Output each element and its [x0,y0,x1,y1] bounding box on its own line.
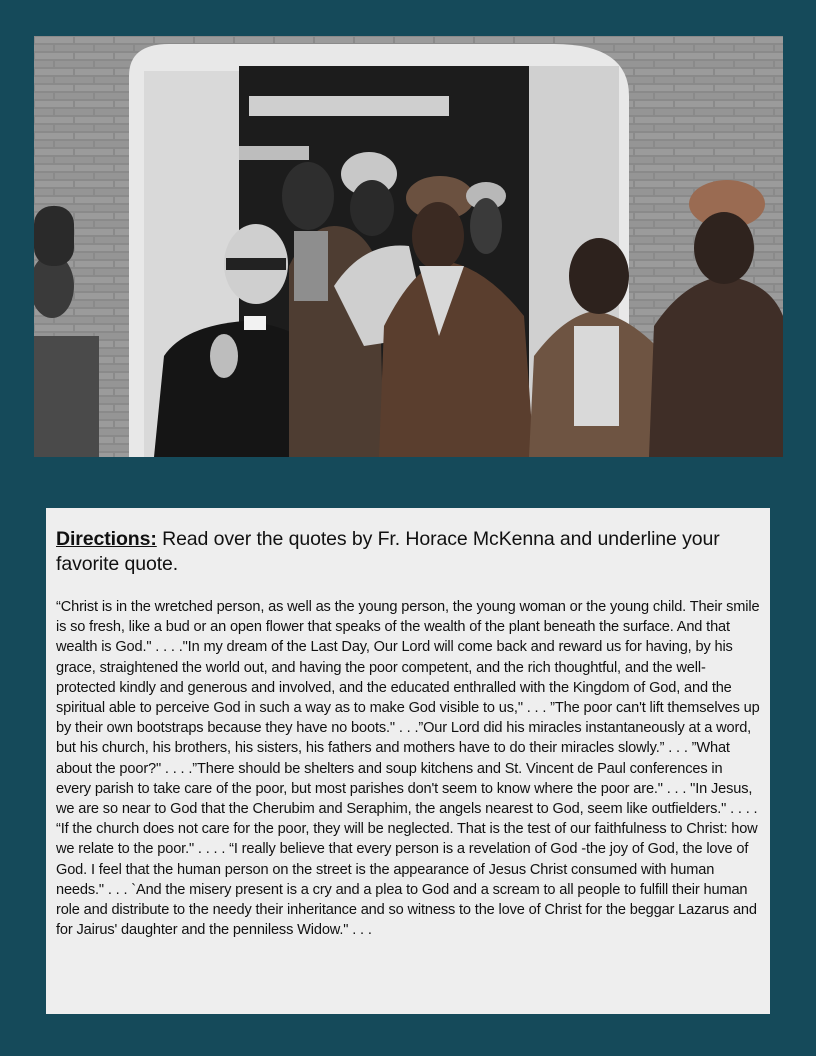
quotes-paragraph: “Christ is in the wretched person, as well as the young person, the young woman or the young child. Their smile is so fresh, like a bud or an open flower that speaks of the wealth of the plant beneath the surface. And that wealth is God." . . . ."In my dream of the Last Day, Our Lord will come back and reward us for having, by his grace, straightened the world out, and having the poor competent, and the rich thoughtful, and the well-protected kindly and generous and involved, and the educated enthralled with the Kingdom of God, and the spiritual able to perceive God in such a way as to make God visible to us," . . . ”The poor can't lift themselves up by their own bootstraps because they have no boots." . . .”Our Lord did his miracles instantaneously at a word, but his church, his brothers, his sisters, his fathers and mothers have to do their miracles slowly.” . . . ”What about the poor?" . . . .”There should be shelters and soup kitchens and St. Vincent de Paul conferences in every parish to take care of the poor, but most parishes don't seem to know where the poor are." . . . "In Jesus, we are so near to God that the Cherubim and Seraphim, the angels nearest to God, seem like outfielders." . . . . “If the church does not care for the poor, they will be neglected. That is the test of our faithfulness to Christ: how we relate to the poor." . . . . “I really believe that every person is a revelation of God -the joy of God, the love of God. I feel that the human person on the street is the appearance of Jesus Christ consumed with human needs." . . . `And the misery present is a cry and a plea to God and a scream to all people to fulfill their human role and distribute to the needy their inheritance and so witness to the love of Christ for the beggar Lazarus and for Jairus' daughter and the penniless Widow." . . . [56,599,760,939]
historical-photo [34,36,783,457]
photo-illustration [34,36,783,457]
directions-text: Read over the quotes by Fr. Horace McKenna and underline your favorite quote. [56,528,720,575]
directions-panel [46,508,770,1014]
directions-paragraph [56,527,760,577]
directions-label: Directions: [56,528,157,550]
